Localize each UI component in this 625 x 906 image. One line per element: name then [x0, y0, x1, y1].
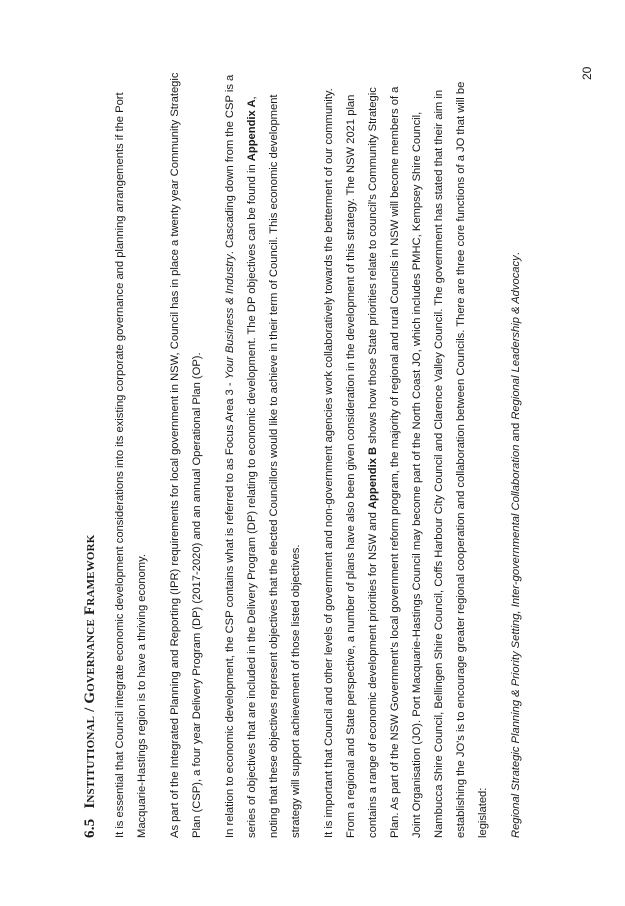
paragraph-4-text-a: It is important that Council and other levels of government and non-government agencies work collaboratively towards the betterment of our community. From a regional and State perspective, a number of plans have also been given consideration in the development of this strategy. The NSW 2021 plan contains a range of economic development priorities for NSW and	[323, 88, 379, 838]
paragraph-5-and: and	[510, 419, 522, 445]
paragraph-3-text-c: . Cascading down from the CSP is a series of objectives that are included in the Delivery Program (DP) relating to economic development. The DP objectives can be found in	[224, 74, 258, 838]
section-heading	[82, 68, 99, 838]
paragraph-1	[109, 68, 153, 838]
paragraph-4	[318, 68, 494, 838]
document-body	[82, 68, 538, 838]
jo-functions-1-2: Regional Strategic Planning & Priority Setting, Inter-governmental Collaboration	[510, 444, 522, 838]
jo-function-3: Regional Leadership & Advocacy	[510, 255, 522, 420]
paragraph-2-text: As part of the Integrated Planning and Reporting (IPR) requirements for local government in NSW, Council has in place a twenty year Community Strategic Plan (CSP), a four year Delivery Program (DP) (2017-2020) and an annual Operational Plan (OP).	[169, 72, 203, 838]
page-number: 20	[580, 66, 594, 80]
paragraph-3	[219, 68, 307, 838]
section-title: Institutional / Governance Framework	[82, 534, 98, 809]
section-number: 6.5	[82, 818, 98, 838]
focus-area-title: Your Business & Industry	[224, 254, 236, 380]
appendix-b-reference: Appendix B	[367, 446, 379, 510]
paragraph-4-text-c: shows how those State priorities relate to council's Community Strategic Plan. As part of the NSW Government's local government reform program, the majority of regional and rural Councils in NSW will become members of a Joint Organisation (JO). Port Macquarie-Hastings Council may become part of the North Coast JO, which includes PMHC, Kempsey Shire Council, Nambucca Shire Council, Bellingen Shire Council, Coffs Harbour City Council and Clarence Valley Council. The government has stated that their aim in establishing the JO's is to encourage greater regional cooperation and collaboration between Councils. There are three core functions of a JO that will be legislated:	[367, 81, 489, 838]
paragraph-2	[164, 68, 208, 838]
paragraph-5	[505, 68, 527, 838]
paragraph-5-end: .	[510, 252, 522, 256]
paragraph-3-text-a: In relation to economic development, the CSP contains what is referred to as Focus Area 3 -	[224, 379, 236, 838]
paragraph-1-text: It is essential that Council integrate economic development considerations into its existing corporate governance and planning arrangements if the Port Macquarie-Hastings region is to have a thriving economy.	[114, 92, 148, 838]
appendix-a-reference: Appendix A	[246, 99, 258, 162]
paragraph-3-text-e: , noting that these objectives represent objectives that the elected Councillors would like to achieve in their term of Council. This economic development strategy will support achievement of those listed objectives.	[246, 94, 302, 838]
